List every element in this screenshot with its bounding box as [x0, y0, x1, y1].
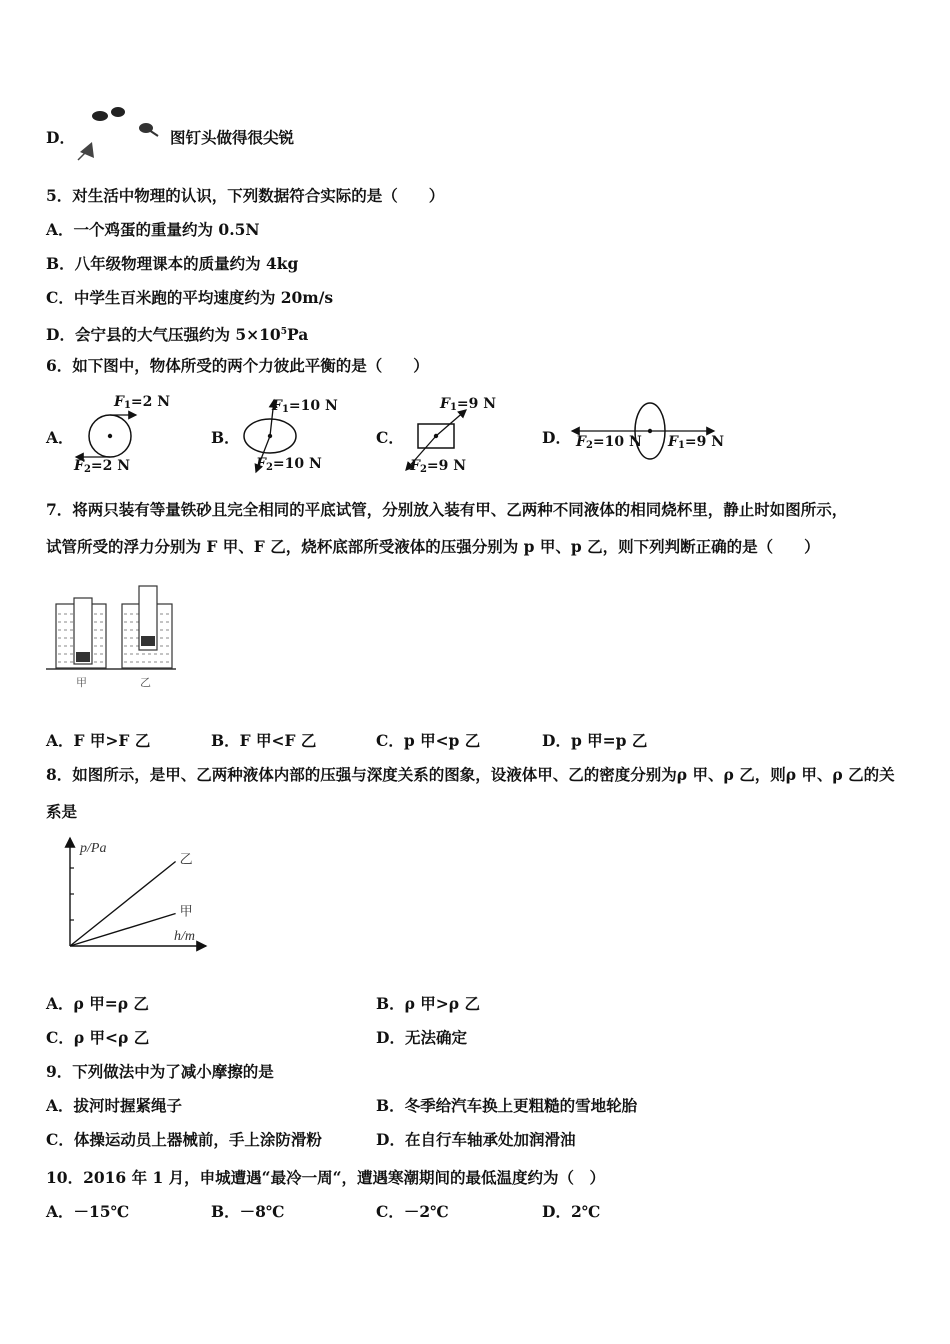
- q4-option-d-label: D．: [46, 128, 75, 147]
- q7-option-b[interactable]: B．F 甲<F 乙: [211, 731, 317, 750]
- chart-series-line-1: [70, 914, 176, 947]
- q5-stem: 5．对生活中物理的认识，下列数据符合实际的是（ ）: [46, 186, 445, 205]
- q6b-f2-value: =10 N: [272, 456, 322, 472]
- q6-stem: 6．如下图中，物体所受的两个力彼此平衡的是（ ）: [46, 356, 429, 375]
- q6a-f2-symbol: F: [74, 458, 84, 474]
- q6d-f1-value: =9 N: [684, 434, 725, 450]
- q6c-f2-subscript: 2: [419, 464, 427, 475]
- q6d-f2-value: =10 N: [592, 434, 642, 450]
- q6c-f1-symbol: F: [440, 396, 450, 412]
- q8-option-d[interactable]: D．无法确定: [376, 1028, 467, 1047]
- chart-x-label: h/m: [174, 929, 195, 944]
- q6-option-d-label[interactable]: D．: [542, 428, 571, 447]
- q6c-f1-subscript: 1: [449, 402, 457, 413]
- q6a-f1-value: =2 N: [130, 394, 171, 410]
- q10-option-c[interactable]: C．－2℃: [376, 1202, 449, 1221]
- q6c-f1-value: =9 N: [456, 396, 497, 412]
- q6d-f1-subscript: 1: [677, 440, 685, 451]
- q6-figure-c: [400, 394, 520, 478]
- q9-option-a[interactable]: A．拔河时握紧绳子: [46, 1096, 183, 1115]
- q5-option-d[interactable]: [46, 322, 308, 345]
- chart-y-label: p/Pa: [80, 841, 107, 856]
- q5-option-a[interactable]: A．一个鸡蛋的重量约为 0.5N: [46, 220, 260, 239]
- q6d-f2-subscript: 2: [585, 440, 593, 451]
- q8-option-a[interactable]: A．ρ 甲=ρ 乙: [46, 994, 149, 1013]
- q6-option-c-label[interactable]: C．: [376, 428, 404, 447]
- chart-series-label-yi: 乙: [179, 851, 193, 867]
- q10-option-d[interactable]: D．2℃: [542, 1202, 601, 1221]
- q6a-f1-symbol: F: [114, 394, 124, 410]
- q7-stem-line2: 试管所受的浮力分别为 F 甲、F 乙，烧杯底部所受液体的压强分别为 p 甲、p 乙，则下列判断正确的是（ ）: [46, 537, 820, 556]
- q8-option-c[interactable]: C．ρ 甲<ρ 乙: [46, 1028, 150, 1047]
- q6b-f1-value: =10 N: [288, 398, 338, 414]
- q5-option-d-post: Pa: [286, 325, 309, 344]
- q6b-f2-subscript: 2: [265, 462, 273, 473]
- q7-label-yi: 乙: [140, 676, 151, 689]
- q7-label-jia: 甲: [76, 676, 87, 689]
- q10-option-a[interactable]: A．－15℃: [46, 1202, 130, 1221]
- q8-option-b[interactable]: B．ρ 甲>ρ 乙: [376, 994, 480, 1013]
- q9-stem: 9．下列做法中为了减小摩擦的是: [46, 1062, 274, 1081]
- q6d-f1-symbol: F: [668, 434, 678, 450]
- thumbtack-image: [74, 100, 168, 164]
- q6c-f2-symbol: F: [410, 458, 420, 474]
- q6-figure-b: [234, 394, 344, 478]
- q4-option-d-text: 图钉头做得很尖锐: [170, 128, 295, 147]
- q9-option-d[interactable]: D．在自行车轴承处加润滑油: [376, 1130, 576, 1149]
- q6b-f1-symbol: F: [272, 398, 282, 414]
- q10-stem: 10．2016 年 1 月，申城遭遇“最冷一周“，遭遇寒潮期间的最低温度约为（ ）: [46, 1168, 606, 1187]
- q7-option-a[interactable]: A．F 甲>F 乙: [46, 731, 151, 750]
- q8-stem-line2: 系是: [46, 802, 78, 821]
- q6-option-b-label[interactable]: B．: [211, 428, 240, 447]
- q5-option-d-exp: 5: [280, 327, 287, 337]
- chart-series-label-jia: 甲: [179, 903, 193, 919]
- q8-pressure-depth-chart: [56, 834, 216, 960]
- q7-beakers-figure: [46, 584, 176, 694]
- q5-option-b[interactable]: B．八年级物理课本的质量约为 4kg: [46, 254, 299, 273]
- q6b-f2-symbol: F: [256, 456, 266, 472]
- q6-figure-d: [570, 398, 730, 468]
- q7-stem-line1: 7．将两只装有等量铁砂且完全相同的平底试管，分别放入装有甲、乙两种不同液体的相同烧杯里，静止时如图所示，: [46, 500, 848, 519]
- q7-option-c[interactable]: C．p 甲<p 乙: [376, 731, 481, 750]
- q8-stem-line1: 8．如图所示，是甲、乙两种液体内部的压强与深度关系的图象，设液体甲、乙的密度分别为ρ 甲、ρ 乙，则ρ 甲、ρ 乙的关: [46, 765, 895, 784]
- q5-option-d-pre: D．会宁县的大气压强约为 5×10: [46, 325, 281, 344]
- q9-option-c[interactable]: C．体操运动员上器械前，手上涂防滑粉: [46, 1130, 322, 1149]
- q6-figure-a: [70, 394, 180, 478]
- q6c-f2-value: =9 N: [426, 458, 467, 474]
- chart-series-line-0: [70, 862, 176, 947]
- q6a-f1-subscript: 1: [123, 400, 131, 411]
- q6a-f2-subscript: 2: [83, 464, 91, 475]
- q6a-f2-value: =2 N: [90, 458, 131, 474]
- q5-option-c[interactable]: C．中学生百米跑的平均速度约为 20m/s: [46, 288, 334, 307]
- q6-option-a-label[interactable]: A．: [46, 428, 74, 447]
- q7-option-d[interactable]: D．p 甲=p 乙: [542, 731, 648, 750]
- q6d-f2-symbol: F: [576, 434, 586, 450]
- q10-option-b[interactable]: B．－8℃: [211, 1202, 285, 1221]
- q9-option-b[interactable]: B．冬季给汽车换上更粗糙的雪地轮胎: [376, 1096, 638, 1115]
- q6b-f1-subscript: 1: [281, 404, 289, 415]
